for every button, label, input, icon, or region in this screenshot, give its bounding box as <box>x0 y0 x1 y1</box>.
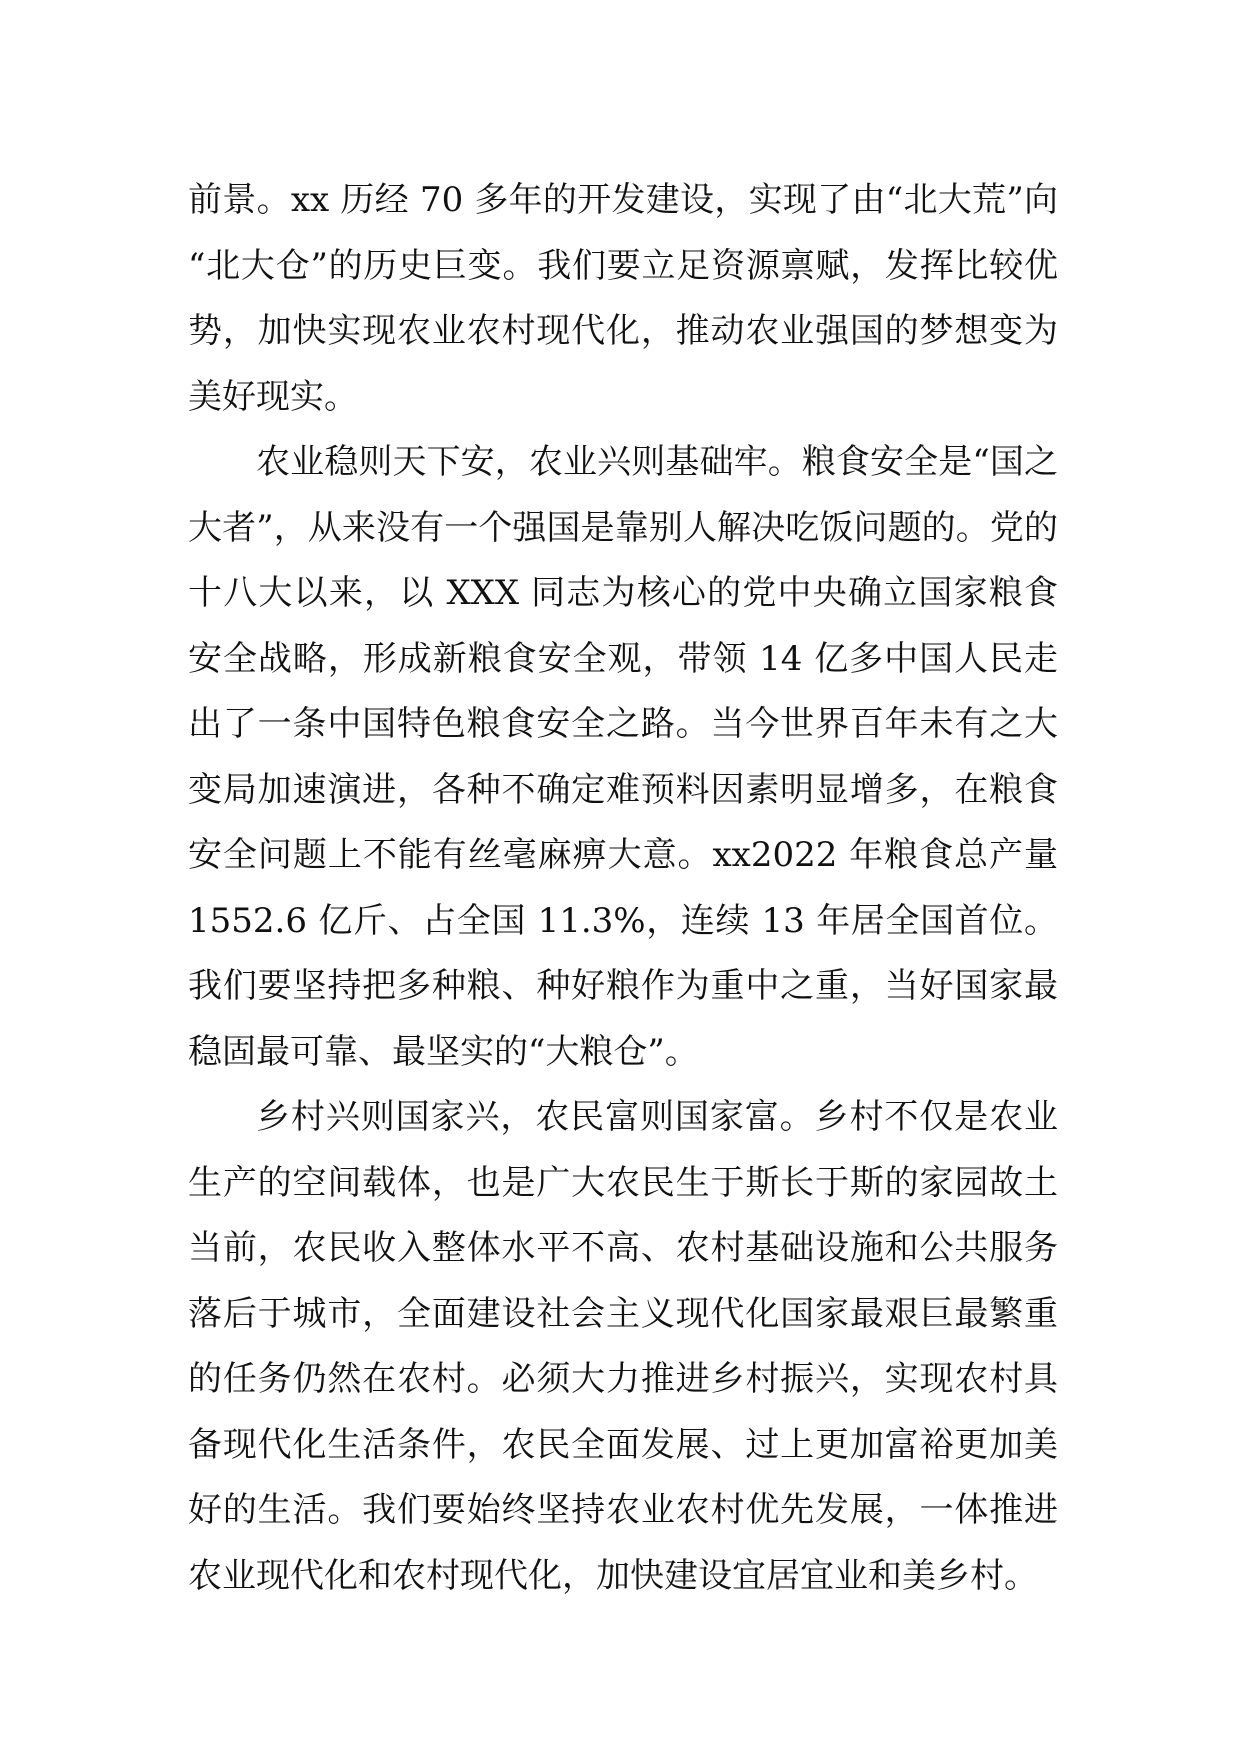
paragraph-intro-continuation: 前景。xx 历经 70 多年的开发建设，实现了由“北大荒”向“北大仓”的历史巨变。我们要立足资源禀赋，发挥比较优势，加快实现农业农村现代化，推动农业强国的梦想变为美好现实。 <box>188 180 1058 417</box>
paragraph-rural-revitalization: 乡村兴则国家兴，农民富则国家富。乡村不仅是农业生产的空间载体，也是广大农民生于斯长于斯的家园故土当前，农民收入整体水平不高、农村基础设施和公共服务落后于城市，全面建设社会主义现代化国家最艰巨最繁重的任务仍然在农村。必须大力推进乡村振兴，实现农村具备现代化生活条件，农民全面发展、过上更加富裕更加美好的生活。我们要始终坚持农业农村优先发展，一体推进农业现代化和农村现代化，加快建设宜居宜业和美乡村。 <box>188 1097 1058 1596</box>
document-page <box>188 168 1058 1609</box>
paragraph-food-security: 农业稳则天下安，农业兴则基础牢。粮食安全是“国之大者”，从来没有一个强国是靠别人解决吃饭问题的。党的十八大以来，以 XXX 同志为核心的党中央确立国家粮食安全战略，形成新粮食安全观，带领 14 亿多中国人民走出了一条中国特色粮食安全之路。当今世界百年未有之大变局加速演进，各种不确定难预料因素明显增多，在粮食安全问题上不能有丝毫麻痹大意。xx2022 年粮食总产量 1552.6 亿斤、占全国 11.3%，连续 13 年居全国首位。我们要坚持把多种粮、种好粮作为重中之重，当好国家最稳固最可靠、最坚实的“大粮仓”。 <box>188 442 1058 1072</box>
